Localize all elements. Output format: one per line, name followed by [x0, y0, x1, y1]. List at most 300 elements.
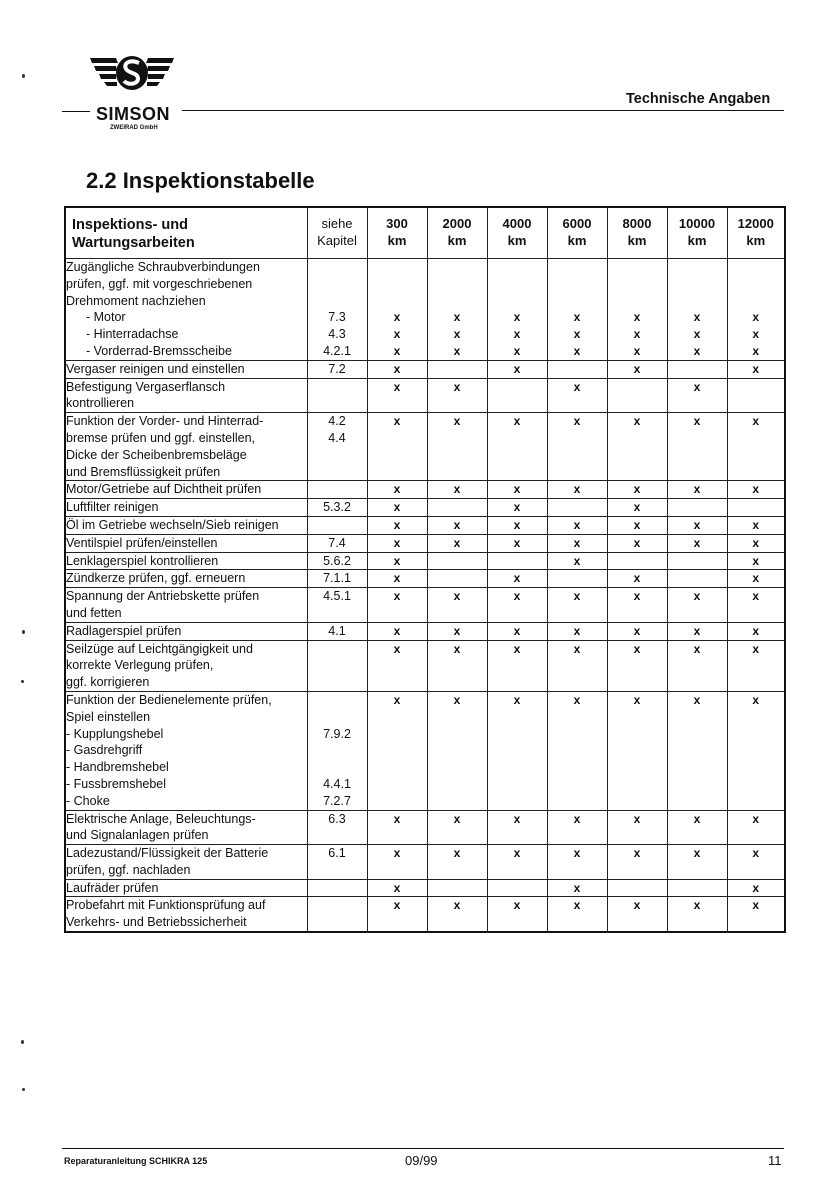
interval-mark-cell — [547, 588, 607, 623]
table-row — [65, 897, 785, 932]
interval-mark-cell — [547, 570, 607, 588]
header-interval-2000 — [427, 207, 487, 259]
interval-mark — [428, 276, 487, 293]
interval-mark — [608, 379, 667, 396]
interval-mark-cell — [607, 810, 667, 845]
chapter-ref: 5.3.2 — [323, 500, 351, 515]
interval-mark — [608, 276, 667, 293]
interval-mark: x — [633, 327, 641, 342]
task-line: Lenklagerspiel kontrollieren — [66, 553, 219, 568]
interval-mark-cell — [487, 622, 547, 640]
interval-mark: x — [752, 898, 760, 913]
interval-mark-cell — [367, 622, 427, 640]
simson-logo — [86, 52, 178, 102]
interval-mark-cell — [547, 845, 607, 880]
interval-mark-cell — [607, 499, 667, 517]
interval-mark-cell — [607, 378, 667, 413]
interval-mark: x — [513, 361, 521, 376]
interval-mark-cell — [667, 570, 727, 588]
interval-mark: x — [752, 310, 760, 325]
interval-mark: x — [633, 571, 641, 586]
chapter-cell — [307, 552, 367, 570]
task-line: Öl im Getriebe wechseln/Sieb reinigen — [66, 517, 279, 532]
interval-mark: x — [633, 811, 641, 826]
interval-mark — [428, 293, 487, 310]
chapter-ref: 6.1 — [328, 846, 346, 861]
brand-subtitle: ZWEIRAD GmbH — [110, 125, 158, 131]
interval-mark — [548, 499, 607, 516]
interval-mark-cell — [367, 259, 427, 361]
interval-mark: x — [573, 343, 581, 358]
interval-mark-cell — [727, 552, 785, 570]
interval-mark: x — [693, 846, 701, 861]
interval-mark: x — [513, 571, 521, 586]
interval-mark: x — [393, 846, 401, 861]
interval-mark: x — [453, 517, 461, 532]
interval-mark: x — [752, 589, 760, 604]
interval-mark — [548, 276, 607, 293]
interval-mark-cell — [367, 879, 427, 897]
chapter-ref: 7.2.7 — [323, 793, 351, 808]
interval-mark-cell — [427, 588, 487, 623]
interval-mark-cell — [427, 845, 487, 880]
table-row — [65, 360, 785, 378]
task-line: Motor/Getriebe auf Dichtheit prüfen — [66, 482, 262, 497]
interval-mark: x — [453, 310, 461, 325]
interval-mark-cell — [727, 570, 785, 588]
interval-mark: x — [393, 623, 401, 638]
table-row — [65, 588, 785, 623]
interval-mark-cell — [607, 622, 667, 640]
interval-mark: x — [633, 535, 641, 550]
interval-mark — [548, 570, 607, 587]
interval-mark: x — [573, 535, 581, 550]
task-line: - Kupplungshebel — [66, 726, 164, 741]
brand-name: SIMSON — [96, 104, 171, 124]
chapter-ref: 7.3 — [328, 310, 346, 325]
interval-mark-cell — [547, 552, 607, 570]
interval-mark: x — [573, 482, 581, 497]
interval-mark: x — [393, 414, 401, 429]
interval-mark-cell — [667, 259, 727, 361]
task-line: Radlagerspiel prüfen — [66, 623, 182, 638]
interval-mark-cell — [607, 588, 667, 623]
interval-mark-cell — [427, 516, 487, 534]
header-interval-unit: km — [447, 233, 467, 248]
interval-mark-cell — [727, 622, 785, 640]
header-interval-value: 12000 — [737, 216, 774, 231]
interval-mark: x — [633, 517, 641, 532]
inspection-table — [64, 206, 786, 933]
interval-mark-cell — [667, 810, 727, 845]
interval-mark: x — [633, 692, 641, 707]
interval-mark: x — [573, 641, 581, 656]
task-line: - Choke — [66, 793, 110, 808]
interval-mark: x — [513, 535, 521, 550]
interval-mark: x — [393, 811, 401, 826]
interval-mark: x — [513, 589, 521, 604]
interval-mark-cell — [547, 481, 607, 499]
chapter-ref: 7.1.1 — [323, 571, 351, 586]
interval-mark: x — [633, 343, 641, 358]
page-number: 11 — [768, 1153, 782, 1168]
interval-mark-cell — [667, 691, 727, 810]
interval-mark-cell — [487, 534, 547, 552]
interval-mark-cell — [427, 640, 487, 691]
task-line: - Motor — [86, 310, 126, 325]
interval-mark: x — [393, 692, 401, 707]
interval-mark: x — [453, 589, 461, 604]
chapter-ref: 7.4 — [328, 535, 346, 550]
chapter-cell — [307, 499, 367, 517]
interval-mark-cell — [547, 640, 607, 691]
table-row — [65, 879, 785, 897]
chapter-ref: 6.3 — [328, 811, 346, 826]
task-cell — [65, 879, 307, 897]
chapter-cell — [307, 378, 367, 413]
chapter-cell — [307, 897, 367, 932]
interval-mark: x — [573, 414, 581, 429]
interval-mark: x — [752, 343, 760, 358]
chapter-cell — [307, 360, 367, 378]
interval-mark: x — [453, 846, 461, 861]
chapter-ref — [308, 692, 367, 709]
task-line: Laufräder prüfen — [66, 880, 159, 895]
interval-mark-cell — [367, 378, 427, 413]
chapter-ref — [308, 709, 367, 726]
chapter-ref: 5.6.2 — [323, 553, 351, 568]
interval-mark: x — [513, 692, 521, 707]
interval-mark-cell — [667, 413, 727, 481]
interval-mark-cell — [607, 845, 667, 880]
interval-mark-cell — [427, 810, 487, 845]
footer-rule — [62, 1148, 784, 1149]
task-line: - Gasdrehgriff — [66, 743, 143, 758]
interval-mark: x — [453, 898, 461, 913]
task-line: Elektrische Anlage, Beleuchtungs- — [66, 811, 256, 826]
task-line: Drehmoment nachziehen — [66, 293, 206, 308]
interval-mark-cell — [727, 259, 785, 361]
interval-mark: x — [693, 535, 701, 550]
interval-mark: x — [513, 641, 521, 656]
header-task — [65, 207, 307, 259]
interval-mark-cell — [667, 378, 727, 413]
interval-mark: x — [752, 623, 760, 638]
interval-mark: x — [633, 482, 641, 497]
interval-mark-cell — [727, 845, 785, 880]
interval-mark — [428, 553, 487, 570]
interval-mark-cell — [667, 845, 727, 880]
interval-mark — [368, 293, 427, 310]
interval-mark — [548, 361, 607, 378]
interval-mark — [608, 259, 667, 276]
interval-mark-cell — [487, 516, 547, 534]
interval-mark-cell — [727, 499, 785, 517]
interval-mark-cell — [427, 481, 487, 499]
interval-mark: x — [573, 553, 581, 568]
chapter-cell — [307, 622, 367, 640]
interval-mark: x — [453, 379, 461, 394]
task-line: kontrollieren — [66, 396, 135, 411]
interval-mark-cell — [607, 534, 667, 552]
interval-mark-cell — [547, 622, 607, 640]
chapter-ref: 4.4.1 — [323, 776, 351, 791]
interval-mark-cell — [607, 481, 667, 499]
table-row — [65, 845, 785, 880]
interval-mark-cell — [367, 570, 427, 588]
interval-mark — [728, 293, 785, 310]
interval-mark-cell — [487, 552, 547, 570]
interval-mark-cell — [487, 413, 547, 481]
interval-mark-cell — [367, 810, 427, 845]
header-interval-4000 — [487, 207, 547, 259]
interval-mark-cell — [547, 259, 607, 361]
interval-mark — [428, 361, 487, 378]
chapter-ref — [308, 293, 367, 310]
task-line: korrekte Verlegung prüfen, — [66, 658, 214, 673]
interval-mark-cell — [607, 360, 667, 378]
header-chapter-line: siehe — [321, 216, 353, 231]
chapter-ref: 4.4 — [328, 430, 346, 445]
interval-mark-cell — [367, 552, 427, 570]
interval-mark-cell — [427, 499, 487, 517]
chapter-ref — [308, 759, 367, 776]
interval-mark: x — [752, 327, 760, 342]
interval-mark: x — [693, 898, 701, 913]
header-row — [65, 207, 785, 259]
interval-mark-cell — [487, 897, 547, 932]
interval-mark — [728, 259, 785, 276]
interval-mark-cell — [487, 879, 547, 897]
interval-mark-cell — [547, 516, 607, 534]
chapter-cell — [307, 810, 367, 845]
section-title: Technische Angaben — [626, 91, 771, 107]
task-line: Funktion der Bedienelemente prüfen, — [66, 692, 272, 707]
task-line: ggf. korrigieren — [66, 675, 150, 690]
interval-mark-cell — [487, 378, 547, 413]
interval-mark: x — [393, 379, 401, 394]
interval-mark: x — [633, 846, 641, 861]
interval-mark: x — [573, 623, 581, 638]
interval-mark: x — [633, 641, 641, 656]
interval-mark-cell — [667, 481, 727, 499]
task-line: Zündkerze prüfen, ggf. erneuern — [66, 571, 246, 586]
interval-mark: x — [573, 517, 581, 532]
task-cell — [65, 640, 307, 691]
task-line: Befestigung Vergaserflansch — [66, 379, 226, 394]
interval-mark-cell — [367, 691, 427, 810]
header-task-line: Inspektions- und — [72, 217, 188, 233]
interval-mark — [488, 553, 547, 570]
chapter-cell — [307, 570, 367, 588]
header-interval-value: 6000 — [562, 216, 592, 231]
header-interval-value: 4000 — [502, 216, 532, 231]
task-cell — [65, 810, 307, 845]
interval-mark: x — [633, 361, 641, 376]
interval-mark: x — [513, 846, 521, 861]
interval-mark: x — [752, 361, 760, 376]
interval-mark: x — [393, 310, 401, 325]
chapter-cell — [307, 413, 367, 481]
interval-mark-cell — [427, 897, 487, 932]
interval-mark-cell — [727, 481, 785, 499]
interval-mark-cell — [427, 570, 487, 588]
scan-speck — [22, 630, 25, 634]
task-line: Ventilspiel prüfen/einstellen — [66, 535, 218, 550]
interval-mark — [608, 293, 667, 310]
interval-mark: x — [513, 811, 521, 826]
chapter-cell — [307, 879, 367, 897]
interval-mark: x — [513, 623, 521, 638]
interval-mark: x — [573, 589, 581, 604]
interval-mark: x — [752, 811, 760, 826]
interval-mark: x — [393, 535, 401, 550]
interval-mark: x — [513, 482, 521, 497]
interval-mark-cell — [487, 588, 547, 623]
task-line: Zugängliche Schraubverbindungen — [66, 260, 260, 274]
table-row — [65, 570, 785, 588]
interval-mark — [488, 259, 547, 276]
header-interval-unit: km — [627, 233, 647, 248]
interval-mark: x — [573, 379, 581, 394]
interval-mark: x — [453, 623, 461, 638]
interval-mark-cell — [367, 640, 427, 691]
task-line: prüfen, ggf. mit vorgeschriebenen — [66, 276, 253, 291]
interval-mark — [428, 570, 487, 587]
interval-mark: x — [752, 535, 760, 550]
interval-mark — [668, 259, 727, 276]
header-chapter-line: Kapitel — [317, 233, 357, 248]
chapter-cell — [307, 259, 367, 361]
task-cell — [65, 552, 307, 570]
interval-mark-cell — [547, 413, 607, 481]
interval-mark: x — [393, 553, 401, 568]
interval-mark: x — [393, 898, 401, 913]
chapter-ref — [308, 481, 367, 498]
table-row — [65, 640, 785, 691]
table-row — [65, 413, 785, 481]
header-interval-value: 10000 — [678, 216, 716, 231]
interval-mark: x — [752, 482, 760, 497]
interval-mark-cell — [487, 499, 547, 517]
interval-mark — [548, 259, 607, 276]
chapter-ref — [308, 259, 367, 276]
interval-mark — [488, 880, 547, 897]
interval-mark-cell — [667, 534, 727, 552]
interval-mark-cell — [607, 879, 667, 897]
task-cell — [65, 897, 307, 932]
interval-mark-cell — [607, 552, 667, 570]
interval-mark: x — [693, 482, 701, 497]
interval-mark: x — [393, 343, 401, 358]
interval-mark: x — [393, 482, 401, 497]
interval-mark: x — [513, 414, 521, 429]
interval-mark-cell — [547, 691, 607, 810]
interval-mark-cell — [487, 640, 547, 691]
interval-mark: x — [573, 898, 581, 913]
interval-mark: x — [453, 482, 461, 497]
interval-mark — [488, 276, 547, 293]
task-cell — [65, 413, 307, 481]
footer-date: 09/99 — [405, 1153, 438, 1168]
interval-mark — [368, 259, 427, 276]
interval-mark — [608, 880, 667, 897]
table-body — [65, 259, 785, 933]
interval-mark-cell — [727, 640, 785, 691]
interval-mark: x — [453, 811, 461, 826]
footer-manual: Reparaturanleitung SCHIKRA 125 — [64, 1156, 208, 1166]
chapter-ref: 4.2 — [328, 414, 346, 429]
scan-speck — [21, 680, 24, 683]
interval-mark: x — [453, 535, 461, 550]
interval-mark — [428, 499, 487, 516]
interval-mark-cell — [727, 897, 785, 932]
interval-mark: x — [693, 379, 701, 394]
table-row — [65, 552, 785, 570]
interval-mark-cell — [607, 897, 667, 932]
interval-mark-cell — [607, 259, 667, 361]
interval-mark: x — [453, 414, 461, 429]
task-line: und Bremsflüssigkeit prüfen — [66, 464, 221, 479]
interval-mark: x — [573, 310, 581, 325]
header-interval-value: 2000 — [442, 216, 472, 231]
interval-mark-cell — [427, 360, 487, 378]
interval-mark-cell — [487, 481, 547, 499]
interval-mark: x — [693, 589, 701, 604]
interval-mark: x — [393, 589, 401, 604]
interval-mark-cell — [547, 360, 607, 378]
interval-mark: x — [633, 500, 641, 515]
header-interval-value: 8000 — [622, 216, 652, 231]
interval-mark: x — [453, 343, 461, 358]
interval-mark — [668, 361, 727, 378]
interval-mark: x — [693, 641, 701, 656]
interval-mark: x — [633, 310, 641, 325]
task-line: Seilzüge auf Leichtgängigkeit und — [66, 641, 253, 656]
header-interval-unit: km — [387, 233, 407, 248]
interval-mark-cell — [427, 622, 487, 640]
interval-mark-cell — [667, 897, 727, 932]
table-row — [65, 516, 785, 534]
chapter-ref — [308, 641, 367, 658]
interval-mark: x — [633, 589, 641, 604]
interval-mark: x — [693, 811, 701, 826]
interval-mark: x — [573, 846, 581, 861]
interval-mark-cell — [667, 622, 727, 640]
header-interval-value: 300 — [386, 216, 408, 231]
task-cell — [65, 378, 307, 413]
interval-mark-cell — [367, 360, 427, 378]
task-cell — [65, 622, 307, 640]
chapter-ref — [308, 379, 367, 396]
task-line: und Signalanlagen prüfen — [66, 828, 209, 843]
interval-mark: x — [513, 327, 521, 342]
header-interval-unit: km — [567, 233, 587, 248]
task-cell — [65, 534, 307, 552]
scan-speck — [22, 74, 25, 78]
header-interval-6000 — [547, 207, 607, 259]
header-chapter — [307, 207, 367, 259]
interval-mark: x — [393, 517, 401, 532]
interval-mark: x — [573, 811, 581, 826]
interval-mark: x — [573, 692, 581, 707]
interval-mark-cell — [427, 691, 487, 810]
chapter-ref — [308, 276, 367, 293]
task-cell — [65, 691, 307, 810]
interval-mark-cell — [427, 259, 487, 361]
interval-mark-cell — [607, 570, 667, 588]
interval-mark — [668, 293, 727, 310]
